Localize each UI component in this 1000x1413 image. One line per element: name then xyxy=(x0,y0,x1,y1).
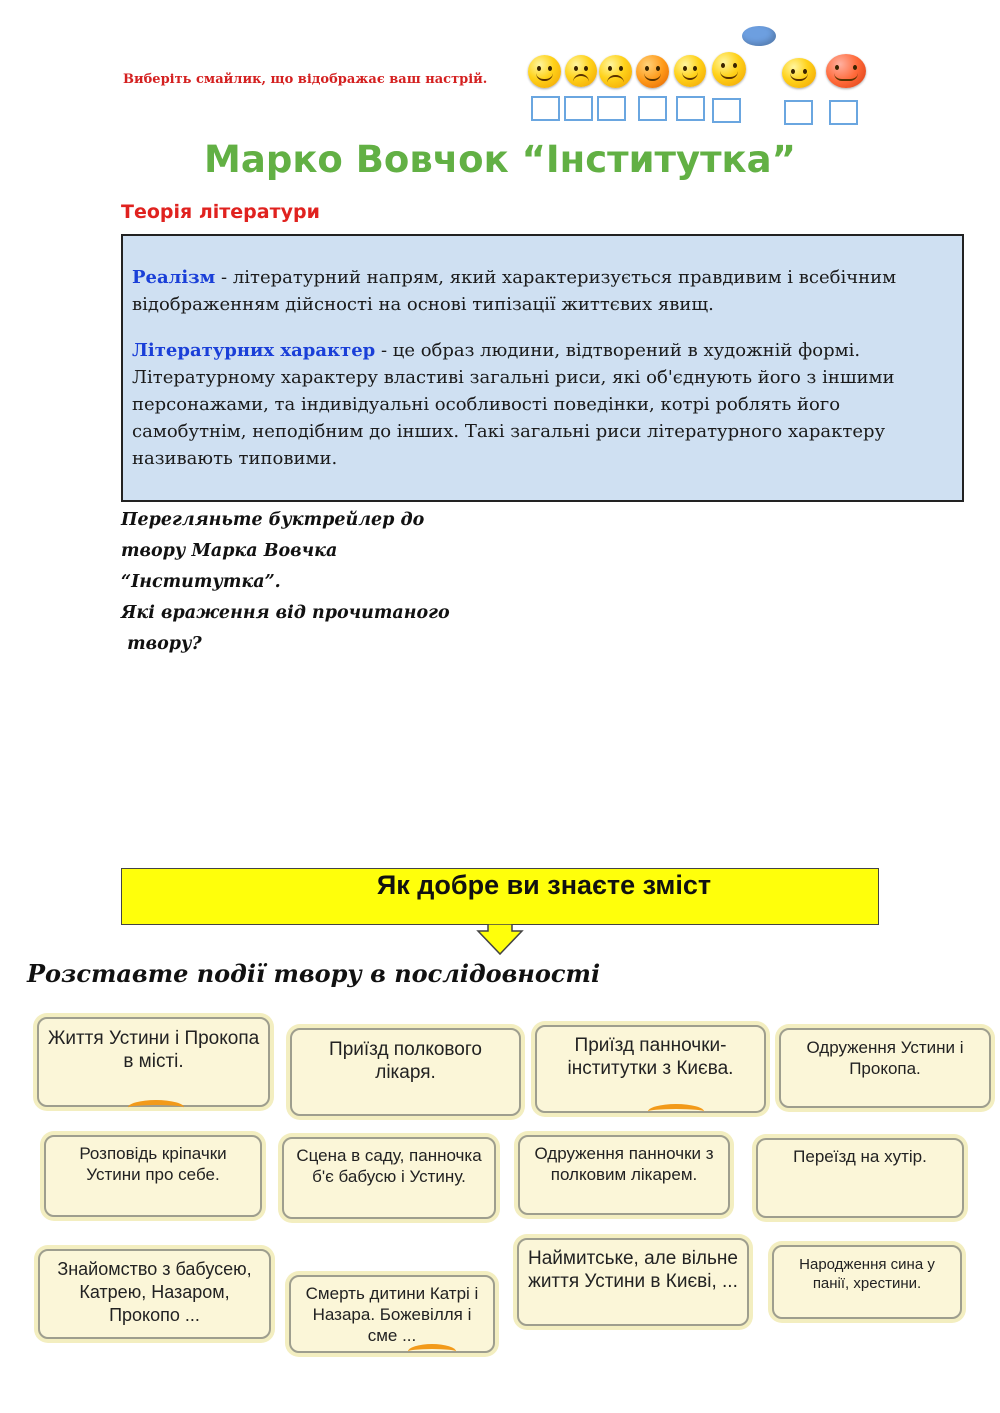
event-card-label: Народження сина у панії, хрестини. xyxy=(799,1256,935,1292)
mood-checkbox[interactable] xyxy=(564,96,593,121)
definition-text: - це образ людини, відтворений в художній формі. Літературному характеру властиві загальні риси, які об'єднують його з іншими персонажами, та індивідуальні особливості поведінки, котрі роблять його самобутнім, неподібним до інших. Такі загальні риси літературного характеру називають типовими. xyxy=(132,340,895,469)
content-quiz-banner xyxy=(121,868,879,925)
excited-smiley-icon[interactable] xyxy=(826,54,866,88)
mood-checkbox[interactable] xyxy=(712,98,741,123)
mood-checkbox[interactable] xyxy=(597,96,626,121)
event-card[interactable] xyxy=(779,1028,991,1108)
event-card[interactable] xyxy=(756,1138,964,1218)
definition-realism xyxy=(132,264,922,318)
event-card-label: Розповідь кріпачки Устини про себе. xyxy=(79,1144,227,1184)
swoosh-decoration xyxy=(648,1104,704,1119)
task-line: твору? xyxy=(121,634,202,654)
swoosh-decoration xyxy=(408,1344,456,1359)
event-card[interactable] xyxy=(517,1238,749,1326)
worried-smiley-icon[interactable] xyxy=(565,55,597,87)
task-line: твору Марка Вовчка xyxy=(121,541,338,561)
event-card-label: Смерть дитини Катрі і Назара. Божевілля і сме ... xyxy=(305,1284,479,1345)
event-card-label: Сцена в саду, панночка б'є бабусю і Устину. xyxy=(296,1146,482,1186)
event-card-label: Одруження Устини і Прокопа. xyxy=(806,1038,964,1078)
definition-character xyxy=(132,337,922,472)
event-card[interactable] xyxy=(38,1249,271,1339)
event-card[interactable] xyxy=(289,1275,495,1353)
definition-text: - літературний напрям, який характеризується правдивим і всебічним відображенням дійсності на основі типізації життєвих явищ. xyxy=(132,267,897,315)
page-title: Марко Вовчок “Інститутка” xyxy=(204,138,796,181)
mood-checkbox[interactable] xyxy=(829,100,858,125)
event-card[interactable] xyxy=(535,1025,766,1113)
banner-text: Як добре ви знаєте зміст xyxy=(376,870,712,900)
sequence-heading: Розставте події твору в послідовності xyxy=(27,959,601,988)
event-card-label: Переїзд на хутір. xyxy=(793,1147,927,1166)
talking-smiley-icon[interactable] xyxy=(712,52,746,86)
event-card[interactable] xyxy=(282,1137,496,1219)
down-arrow-icon xyxy=(476,924,524,956)
term-realism: Реалізм xyxy=(132,267,216,288)
event-card-label: Життя Устини і Прокопа в місті. xyxy=(47,1028,260,1072)
event-card-label: Приїзд полкового лікаря. xyxy=(329,1039,482,1083)
mood-checkbox[interactable] xyxy=(531,96,560,121)
angry-smiley-icon[interactable] xyxy=(636,55,669,88)
laughing-smiley-icon[interactable] xyxy=(782,58,816,88)
term-character: Літературних характер xyxy=(132,340,376,361)
happy-smiley-icon[interactable] xyxy=(674,55,706,87)
swoosh-decoration xyxy=(128,1100,184,1115)
event-card-label: Знайомство з бабусею, Катрею, Назаром, Прокопо ... xyxy=(57,1259,252,1325)
event-card-label: Наймитське, але вільне життя Устини в Києві, ... xyxy=(528,1248,738,1292)
mood-checkbox[interactable] xyxy=(676,96,705,121)
sad-smiley-icon[interactable] xyxy=(599,55,632,88)
task-line: “Інститутка”. xyxy=(121,572,281,592)
event-card-label: Одруження панночки з полковим лікарем. xyxy=(534,1144,714,1184)
event-card[interactable] xyxy=(37,1017,270,1107)
mood-prompt: Виберіть смайлик, що відображає ваш настрій. xyxy=(123,72,488,87)
event-card[interactable] xyxy=(772,1245,962,1319)
theory-box xyxy=(121,234,964,502)
task-line: Які враження від прочитаного xyxy=(121,603,450,623)
neutral-smiley-icon[interactable] xyxy=(528,55,561,88)
thought-cloud-icon xyxy=(742,26,776,46)
trailer-task xyxy=(121,505,461,660)
mood-checkbox[interactable] xyxy=(638,96,667,121)
event-card[interactable] xyxy=(290,1028,521,1116)
event-card[interactable] xyxy=(518,1135,730,1215)
mood-checkbox[interactable] xyxy=(784,100,813,125)
event-card[interactable] xyxy=(44,1135,262,1217)
theory-heading: Теорія літератури xyxy=(121,201,320,223)
task-line: Перегляньте буктрейлер до xyxy=(121,510,425,530)
event-card-label: Приїзд панночки-інститутки з Києва. xyxy=(567,1035,734,1079)
